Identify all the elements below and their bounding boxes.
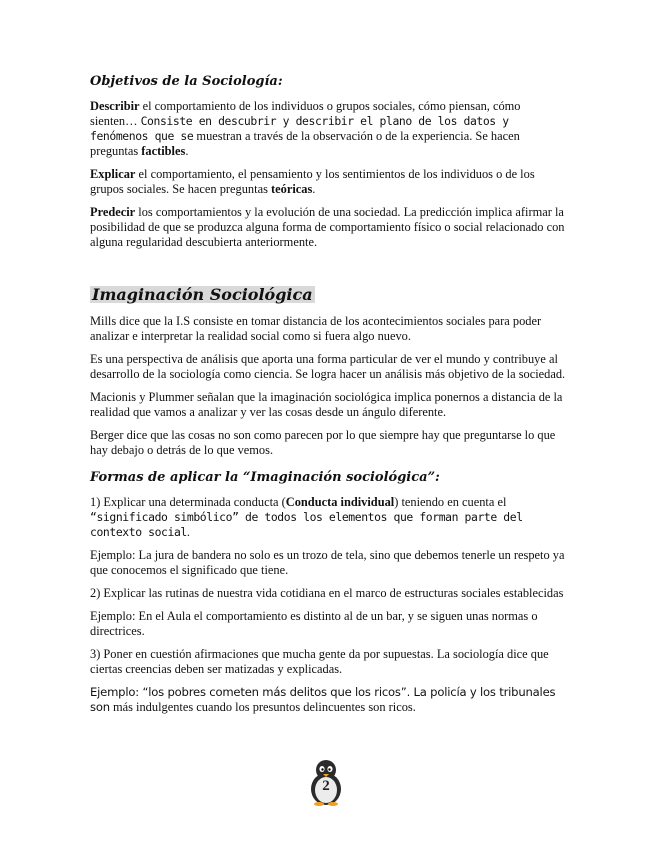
example-2-paragraph: Ejemplo: En el Aula el comportamiento es distinto al de un bar, y se siguen unas normas o directrices. <box>90 609 538 638</box>
berger-paragraph: Berger dice que las cosas no son como parecen por lo que siempre hay que preguntarse lo que hay debajo o detrás de lo que vemos. <box>90 428 556 457</box>
example-3-paragraph: Ejemplo: “los pobres cometen más delitos que los ricos”. La policía y los tribunales son más indulgentes cuando los presuntos delincuentes son ricos. <box>90 685 556 714</box>
describe-paragraph: Describir el comportamiento de los individuos o grupos sociales, cómo piensan, cómo sienten… Consiste en descubrir y describir el plano de los datos y fenómenos que se muestran a través de la observación o de la experiencia. Se hacen preguntas factibles. <box>90 99 521 158</box>
way-1-paragraph: 1) Explicar una determinada conducta (Conducta individual) teniendo en cuenta el “significado simbólico” de todos los elementos que forman parte del contexto social. <box>90 495 523 539</box>
mills-paragraph: Mills dice que la I.S consiste en tomar distancia de los acontecimientos sociales para poder analizar e interpretar la realidad social como si fuera algo nuevo. <box>90 314 542 343</box>
objectives-heading: Objetivos de la Sociología: <box>90 74 283 89</box>
explain-paragraph: Explicar el comportamiento, el pensamiento y los sentimientos de los individuos o de los grupos sociales. Se hacen preguntas teóricas. <box>90 167 535 196</box>
ways-heading: Formas de aplicar la “Imaginación sociológica”: <box>90 470 440 485</box>
imagination-heading-wrap <box>90 286 570 304</box>
imagination-heading: Imaginación Sociológica <box>92 285 313 304</box>
way-3-paragraph: 3) Poner en cuestión afirmaciones que mucha gente da por supuestas. La sociología dice que ciertas creencias deben ser matizadas y explicadas. <box>90 647 549 676</box>
document-page <box>90 74 570 723</box>
way-2-paragraph: 2) Explicar las rutinas de nuestra vida cotidiana en el marco de estructuras sociales establecidas <box>90 586 564 600</box>
perspective-paragraph: Es una perspectiva de análisis que aporta una forma particular de ver el mundo y contribuye al desarrollo de la sociología como ciencia. Se logra hacer un análisis más objetivo de la sociedad. <box>90 352 566 381</box>
page-footer <box>304 756 348 806</box>
example-1-paragraph: Ejemplo: La jura de bandera no solo es un trozo de tela, sino que debemos tenerle un respeto ya que conocemos el significado que tiene. <box>90 548 565 577</box>
macionis-paragraph: Macionis y Plummer señalan que la imaginación sociológica implica ponernos a distancia de la realidad que vamos a analizar y ver las cosas desde un ángulo diferente. <box>90 390 563 419</box>
predict-paragraph: Predecir los comportamientos y la evolución de una sociedad. La predicción implica afirmar la posibilidad de que se produzca alguna forma de comportamiento físico o social relacionado con alguna regularidad descubierta anteriormente. <box>90 205 565 249</box>
page-number: 2 <box>322 778 330 794</box>
